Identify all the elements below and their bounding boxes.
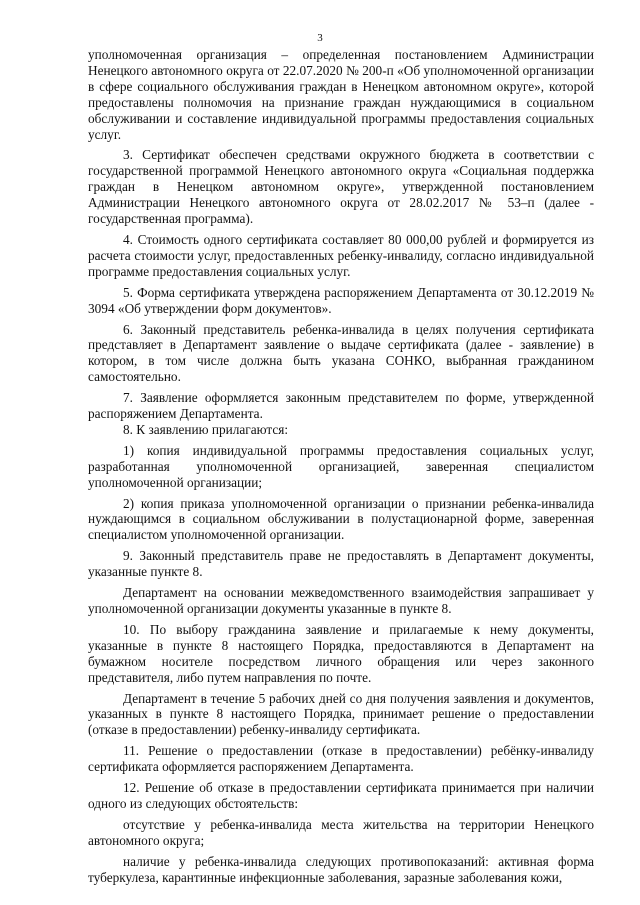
document-body <box>88 47 594 886</box>
paragraph-8: 8. К заявлению прилагаются: <box>123 421 289 437</box>
paragraph-12: 12. Решение об отказе в предоставлении сертификата принимается при наличии одного из следующих обстоятельств: <box>88 780 594 811</box>
paragraph-6: 6. Законный представитель ребенка-инвалида в целях получения сертификата представляет в Департамент заявление о выдаче сертификата (далее - заявление) в котором, в том числе должна быть указана СОНКО, выбранная гражданином самостоятельно. <box>88 321 594 385</box>
paragraph-9-note: Департамент на основании межведомственного взаимодействия запрашивает у уполномоченной организации документы указанные в пункте 8. <box>88 585 594 616</box>
paragraph-10: 10. По выбору гражданина заявление и прилагаемые к нему документы, указанные в пункте 8 настоящего Порядка, предоставляются в Департамент на бумажном носителе посредством личного обращения или через законного представителя, либо путем направления по почте. <box>88 621 594 685</box>
paragraph-12-reason-1: отсутствие у ребенка-инвалида места жительства на территории Ненецкого автономного округа; <box>88 816 594 848</box>
paragraph-8-item-2: 2) копия приказа уполномоченной организации о признании ребенка-инвалида нуждающимся в социальном обслуживании в полустационарной форме, заверенная специалистом уполномоченной организации. <box>88 495 594 543</box>
paragraph-5: 5. Форма сертификата утверждена распоряжением Департамента от 30.12.2019 № 3094 «Об утверждении форм документов». <box>88 284 594 316</box>
paragraph-7: 7. Заявление оформляется законным представителем по форме, утвержденной распоряжением Департамента. <box>88 390 594 422</box>
paragraph-3: 3. Сертификат обеспечен средствами окружного бюджета в соответствии с государственной программой Ненецкого автономного округа «Социальная поддержка граждан в Ненецком автономном округе», утвержденной постановлением Администрации Ненецкого автономного округа от 28.02.2017 № 53–п (далее - государственная программа). <box>88 147 594 227</box>
paragraph-12-reason-2: наличие у ребенка-инвалида следующих противопоказаний: активная форма туберкулеза, карантинные инфекционные заболевания, заразные заболевания кожи, <box>88 853 594 885</box>
paragraph-definition: уполномоченная организация – определенная постановлением Администрации Ненецкого автономного округа от 22.07.2020 № 200-п «Об уполномоченной организации в сфере социального обслуживания граждан в Ненецком автономном округе», которой предоставлены полномочия на признание граждан нуждающимися в социальном обслуживании и составление индивидуальной программы предоставления социальных услуг. <box>88 47 594 142</box>
paragraph-8-item-1: 1) копия индивидуальной программы предоставления социальных услуг, разработанная уполномоченной организацией, заверенная специалистом уполномоченной организации; <box>88 442 594 490</box>
paragraph-10-note: Департамент в течение 5 рабочих дней со дня получения заявления и документов, указанных в пункте 8 настоящего Порядка, принимает решение о предоставлении (отказе в предоставлении) ребенку-инвалиду сертификата. <box>88 690 594 738</box>
paragraph-11: 11. Решение о предоставлении (отказе в предоставлении) ребёнку-инвалиду сертификата оформляется распоряжением Департамента. <box>88 743 594 775</box>
paragraph-9: 9. Законный представитель праве не предоставлять в Департамент документы, указанные пункте 8. <box>88 548 594 580</box>
page-number: 3 <box>317 32 323 44</box>
paragraph-4: 4. Стоимость одного сертификата составляет 80 000,00 рублей и формируется из расчета стоимости услуг, предоставленных ребенку-инвалиду, согласно индивидуальной программе предоставления социальных услуг. <box>88 231 594 279</box>
